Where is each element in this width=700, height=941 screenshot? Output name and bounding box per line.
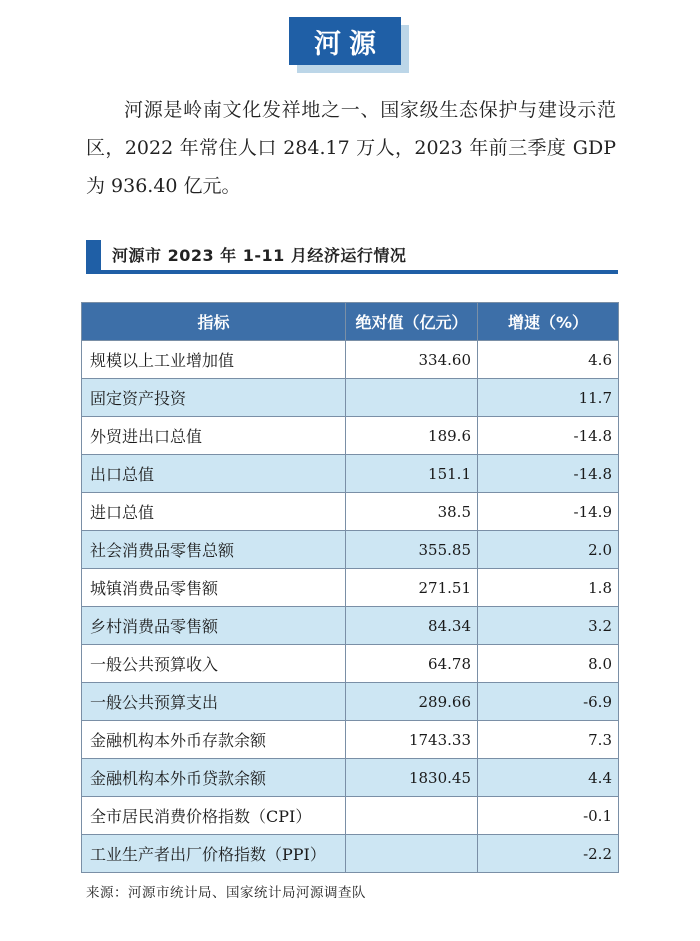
- indicator-value: [346, 379, 478, 417]
- indicator-growth: 8.0: [478, 645, 619, 683]
- indicator-name: 城镇消费品零售额: [82, 569, 346, 607]
- indicator-value: 1743.33: [346, 721, 478, 759]
- indicator-value: 84.34: [346, 607, 478, 645]
- indicator-value: 1830.45: [346, 759, 478, 797]
- table-row: [82, 531, 619, 569]
- indicator-name: 固定资产投资: [82, 379, 346, 417]
- indicator-value: 355.85: [346, 531, 478, 569]
- indicator-name: 一般公共预算收入: [82, 645, 346, 683]
- indicator-name: 工业生产者出厂价格指数（PPI）: [82, 835, 346, 873]
- section-header: [86, 240, 618, 275]
- section-title: 河源市 2023 年 1-11 月经济运行情况: [112, 246, 407, 265]
- indicator-name: 出口总值: [82, 455, 346, 493]
- indicator-growth: -14.9: [478, 493, 619, 531]
- indicator-name: 金融机构本外币存款余额: [82, 721, 346, 759]
- table-row: [82, 417, 619, 455]
- indicator-growth: 4.4: [478, 759, 619, 797]
- economic-indicators-table: [81, 302, 619, 873]
- table-row: [82, 721, 619, 759]
- indicator-name: 社会消费品零售总额: [82, 531, 346, 569]
- table-header-row: [82, 303, 619, 341]
- indicator-value: 334.60: [346, 341, 478, 379]
- indicator-growth: 7.3: [478, 721, 619, 759]
- table-row: [82, 341, 619, 379]
- table-row: [82, 835, 619, 873]
- indicator-value: 271.51: [346, 569, 478, 607]
- indicator-growth: 1.8: [478, 569, 619, 607]
- indicator-name: 乡村消费品零售额: [82, 607, 346, 645]
- col-header-growth: 增速（%）: [478, 303, 619, 341]
- table-row: [82, 645, 619, 683]
- intro-paragraph: 河源是岭南文化发祥地之一、国家级生态保护与建设示范区，2022 年常住人口 284.17 万人，2023 年前三季度 GDP 为 936.40 亿元。: [86, 99, 616, 197]
- indicator-growth: 4.6: [478, 341, 619, 379]
- indicator-value: 64.78: [346, 645, 478, 683]
- table-row: [82, 569, 619, 607]
- page-title-text: 河源: [314, 28, 384, 60]
- indicator-name: 进口总值: [82, 493, 346, 531]
- indicator-name: 全市居民消费价格指数（CPI）: [82, 797, 346, 835]
- table-row: [82, 379, 619, 417]
- page-title: [289, 17, 401, 65]
- section-divider: [86, 270, 618, 274]
- table-row: [82, 683, 619, 721]
- indicator-growth: -14.8: [478, 417, 619, 455]
- indicator-value: 289.66: [346, 683, 478, 721]
- indicator-growth: -2.2: [478, 835, 619, 873]
- indicator-growth: 11.7: [478, 379, 619, 417]
- indicator-growth: -6.9: [478, 683, 619, 721]
- source-note: 来源：河源市统计局、国家统计局河源调查队: [86, 885, 366, 901]
- table-row: [82, 759, 619, 797]
- table-row: [82, 455, 619, 493]
- table-row: [82, 493, 619, 531]
- indicator-name: 金融机构本外币贷款余额: [82, 759, 346, 797]
- indicator-value: 189.6: [346, 417, 478, 455]
- indicator-value: 151.1: [346, 455, 478, 493]
- indicator-growth: -0.1: [478, 797, 619, 835]
- table-row: [82, 607, 619, 645]
- indicator-growth: -14.8: [478, 455, 619, 493]
- section-marker: [86, 240, 101, 270]
- table-body: [82, 341, 619, 873]
- indicator-name: 外贸进出口总值: [82, 417, 346, 455]
- col-header-value: 绝对值（亿元）: [346, 303, 478, 341]
- indicator-growth: 3.2: [478, 607, 619, 645]
- table-row: [82, 797, 619, 835]
- col-header-indicator: 指标: [82, 303, 346, 341]
- indicator-name: 规模以上工业增加值: [82, 341, 346, 379]
- indicator-value: [346, 835, 478, 873]
- indicator-value: 38.5: [346, 493, 478, 531]
- indicator-value: [346, 797, 478, 835]
- indicator-growth: 2.0: [478, 531, 619, 569]
- indicator-name: 一般公共预算支出: [82, 683, 346, 721]
- page-title-badge: [289, 17, 409, 73]
